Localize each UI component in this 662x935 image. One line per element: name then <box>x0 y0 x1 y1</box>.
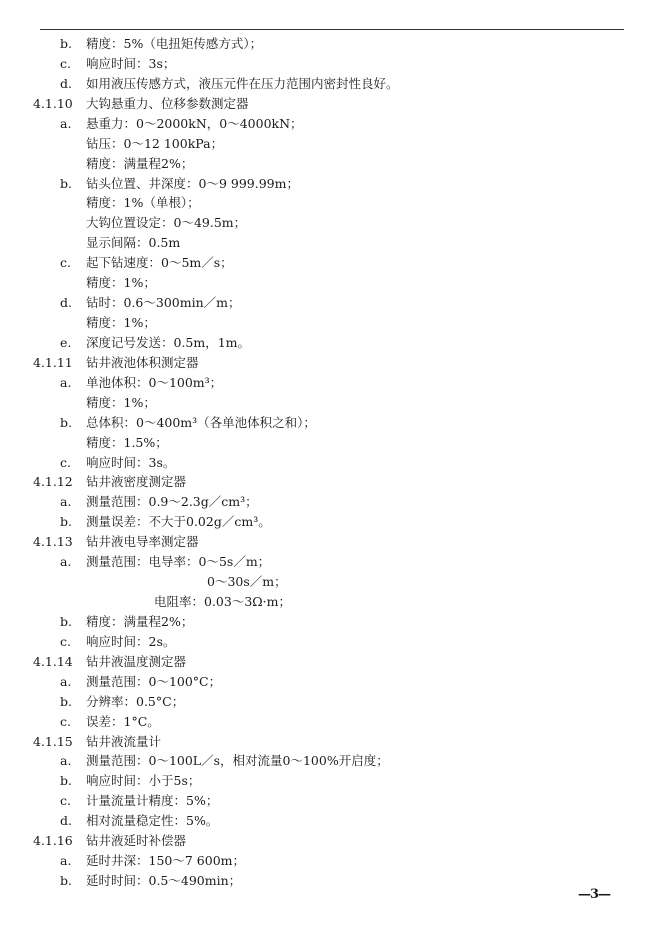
section-title: 钻井液电导率测定器 <box>86 534 199 550</box>
item-marker: b. <box>60 36 72 51</box>
item-text: 延时井深：150～7 600m； <box>86 853 245 869</box>
section-number: 4.1.14 <box>33 653 73 669</box>
item-marker: c. <box>60 55 71 71</box>
item-marker: c. <box>60 713 71 729</box>
item-text: 测量范围：0.9～2.3g／cm³； <box>86 494 258 510</box>
section-number: 4.1.10 <box>33 95 73 111</box>
item-marker: b. <box>60 414 72 430</box>
item-text: 单池体积：0～100m³； <box>86 374 223 390</box>
item-marker: b. <box>60 175 72 191</box>
section-title: 钻井液温度测定器 <box>86 653 187 669</box>
section-title: 钻井液流量计 <box>86 733 162 749</box>
section-number: 4.1.16 <box>33 833 73 849</box>
section-title: 钻井液池体积测定器 <box>86 354 199 370</box>
item-text: 大钩位置设定：0～49.5m； <box>86 215 247 231</box>
page-number: —3— <box>577 887 610 902</box>
section-title: 钻井液密度测定器 <box>86 474 187 490</box>
item-text: 测量范围：0～100°C； <box>86 673 222 689</box>
item-text: 精度：满量程2%； <box>86 613 194 629</box>
item-text: 响应时间：3s。 <box>86 454 176 470</box>
item-text: 误差：1°C。 <box>86 713 160 729</box>
item-marker: d. <box>60 75 72 91</box>
item-marker: a. <box>60 374 72 390</box>
item-marker: a. <box>60 753 72 769</box>
item-marker: a. <box>60 494 72 510</box>
item-text: 精度：5%（电扭矩传感方式）； <box>86 36 263 51</box>
item-text: 分辨率：0.5°C； <box>86 693 185 709</box>
item-text: 0～30s／m； <box>207 574 287 590</box>
item-text: 精度：1%（单根）； <box>86 195 200 211</box>
item-text: 精度：1%； <box>86 275 156 291</box>
item-marker: b. <box>60 773 72 789</box>
section-title: 大钩悬重力、位移参数测定器 <box>86 95 249 111</box>
item-text: 测量误差：不大于0.02g／cm³。 <box>86 514 271 530</box>
item-marker: d. <box>60 813 72 829</box>
item-text: 精度：1.5%； <box>86 434 168 450</box>
section-number: 4.1.12 <box>33 474 73 490</box>
item-text: 相对流量稳定性：5%。 <box>86 813 219 829</box>
item-text: 计量流量计精度：5%； <box>86 793 219 809</box>
item-text: 精度：满量程2%； <box>86 155 194 171</box>
item-marker: b. <box>60 693 72 709</box>
item-text: 电阻率：0.03～3Ω·m； <box>154 594 291 610</box>
section-number: 4.1.15 <box>33 733 73 749</box>
section-number: 4.1.13 <box>33 534 73 550</box>
item-text: 响应时间：小于5s； <box>86 773 201 789</box>
item-text: 测量范围：0～100L／s，相对流量0～100%开启度； <box>86 753 389 769</box>
item-marker: b. <box>60 613 72 629</box>
item-marker: a. <box>60 673 72 689</box>
item-text: 钻头位置、井深度：0～9 999.99m； <box>86 175 299 191</box>
item-marker: c. <box>60 454 71 470</box>
section-number: 4.1.11 <box>33 354 73 370</box>
item-marker: a. <box>60 853 72 869</box>
section-title: 钻井液延时补偿器 <box>86 833 187 849</box>
item-text: 精度：1%； <box>86 394 156 410</box>
item-text: 响应时间：2s。 <box>86 633 176 649</box>
item-text: 如用液压传感方式，液压元件在压力范围内密封性良好。 <box>86 75 399 91</box>
item-marker: b. <box>60 514 72 530</box>
item-text: 精度：1%； <box>86 315 156 331</box>
item-text: 悬重力：0～2000kN，0～4000kN； <box>86 115 303 131</box>
item-text: 显示间隔：0.5m <box>86 235 181 251</box>
item-marker: d. <box>60 295 72 311</box>
item-marker: c. <box>60 633 71 649</box>
item-marker: c. <box>60 255 71 271</box>
item-marker: a. <box>60 115 72 131</box>
item-text: 钻压：0～12 100kPa； <box>86 135 224 151</box>
item-marker: e. <box>60 334 72 350</box>
item-text: 总体积：0～400m³（各单池体积之和）； <box>86 414 316 430</box>
item-text: 响应时间：3s； <box>86 55 176 71</box>
item-marker: a. <box>60 554 72 570</box>
item-text: 深度记号发送：0.5m，1m。 <box>86 334 251 350</box>
item-text: 延时时间：0.5～490min； <box>86 873 242 889</box>
top-rule <box>40 29 624 30</box>
item-text: 起下钻速度：0～5m／s； <box>86 255 233 271</box>
item-marker: c. <box>60 793 71 809</box>
item-text: 钻时：0.6～300min／m； <box>86 295 241 311</box>
item-marker: b. <box>60 873 72 889</box>
item-text: 测量范围：电导率：0～5s／m； <box>86 554 271 570</box>
